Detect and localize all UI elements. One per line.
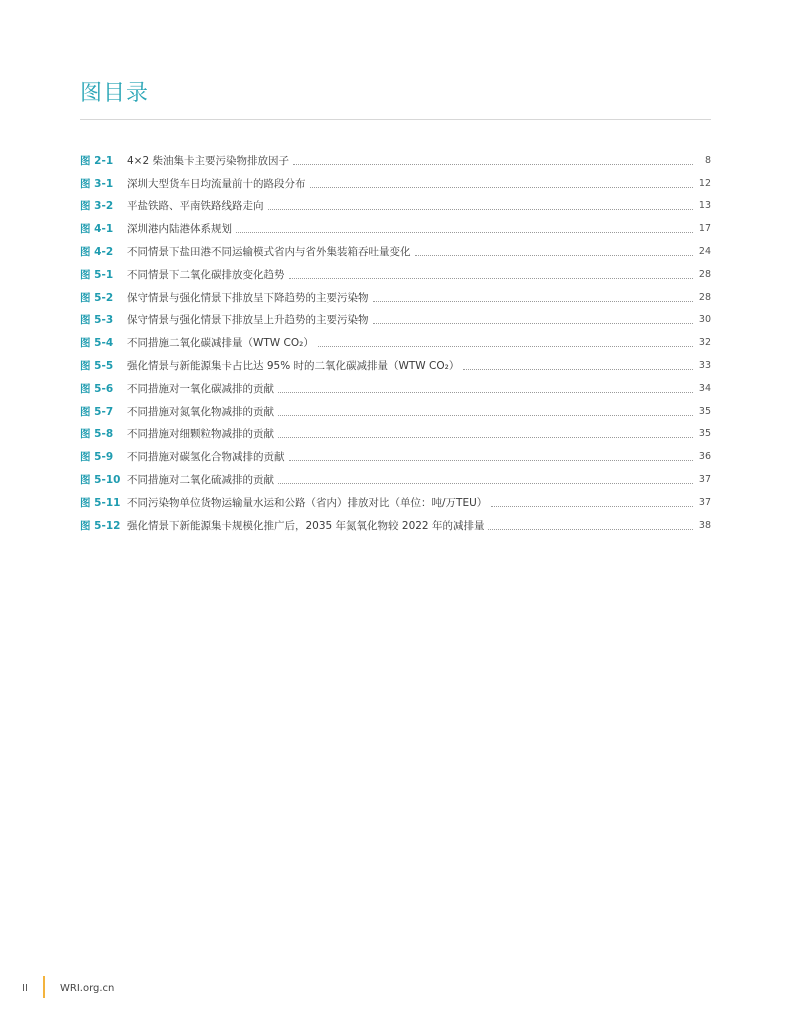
toc-entry[interactable] [80, 145, 711, 168]
toc-entry[interactable] [80, 487, 711, 510]
dot-leader [373, 300, 693, 302]
page-number: 17 [698, 223, 711, 235]
dot-leader [289, 459, 693, 461]
toc-entry[interactable] [80, 373, 711, 396]
page-number: 32 [698, 337, 711, 349]
toc-entry[interactable] [80, 191, 711, 214]
toc-entry[interactable] [80, 259, 711, 282]
toc-entry[interactable] [80, 396, 711, 419]
figure-label: 图 2-1 [80, 154, 114, 167]
page-title: 图目录 [80, 81, 150, 106]
figure-label: 图 5-3 [80, 314, 114, 327]
figure-label: 图 4-1 [80, 223, 114, 236]
footer-site-link[interactable]: WRI.org.cn [60, 983, 115, 994]
toc-entry[interactable] [80, 213, 711, 236]
dot-leader [415, 254, 693, 256]
toc-entry[interactable] [80, 168, 711, 191]
toc-entry[interactable] [80, 305, 711, 328]
page-number: 12 [698, 177, 711, 189]
figure-label: 图 5-9 [80, 451, 114, 464]
figure-label: 图 5-10 [80, 473, 121, 486]
dot-leader [278, 482, 693, 484]
figure-title: 强化情景下新能源集卡规模化推广后，2035 年氮氧化物较 2022 年的减排量 [127, 519, 485, 532]
dot-leader [236, 231, 693, 233]
figure-label: 图 5-6 [80, 382, 114, 395]
dot-leader [310, 186, 693, 188]
figure-label: 图 5-11 [80, 496, 121, 509]
figure-label: 图 5-7 [80, 405, 114, 418]
dot-leader [268, 208, 693, 210]
figure-title: 4×2 柴油集卡主要污染物排放因子 [127, 154, 289, 167]
figure-title: 不同措施对细颗粒物减排的贡献 [127, 428, 274, 441]
figure-label: 图 4-2 [80, 245, 114, 258]
page-number: 37 [698, 473, 711, 485]
figure-label: 图 3-1 [80, 177, 114, 190]
dot-leader [278, 391, 693, 393]
dot-leader [289, 277, 693, 279]
dot-leader [318, 345, 693, 347]
dot-leader [278, 414, 693, 416]
figure-label: 图 3-2 [80, 200, 114, 213]
page-number: 38 [698, 519, 711, 531]
figure-label: 图 5-5 [80, 359, 114, 372]
toc-entry[interactable] [80, 282, 711, 305]
figure-title: 不同措施二氧化碳减排量（WTW CO₂） [127, 337, 314, 350]
figure-label: 图 5-4 [80, 337, 114, 350]
page-number: 8 [704, 154, 711, 166]
figure-title: 保守情景与强化情景下排放呈上升趋势的主要污染物 [127, 314, 369, 327]
dot-leader [491, 505, 693, 507]
page-number: 24 [698, 245, 711, 257]
page-number: 35 [698, 428, 711, 440]
figure-title: 不同措施对二氧化硫减排的贡献 [127, 473, 274, 486]
figure-title: 平盐铁路、平南铁路线路走向 [127, 200, 264, 213]
figure-title: 不同情景下二氧化碳排放变化趋势 [127, 268, 285, 281]
toc-entry[interactable] [80, 464, 711, 487]
figure-title: 不同污染物单位货物运输量水运和公路（省内）排放对比（单位：吨/万TEU） [127, 496, 488, 509]
dot-leader [293, 163, 693, 165]
page-number: 28 [698, 291, 711, 303]
toc-entry[interactable] [80, 441, 711, 464]
figure-title: 深圳大型货车日均流量前十的路段分布 [127, 177, 306, 190]
footer-accent-bar [43, 976, 45, 998]
footer-page-number: II [22, 983, 28, 994]
dot-leader [463, 368, 693, 370]
figure-label: 图 5-12 [80, 519, 121, 532]
title-divider [80, 119, 711, 120]
page-number: 30 [698, 314, 711, 326]
dot-leader [488, 528, 692, 530]
dot-leader [373, 322, 693, 324]
figure-label: 图 5-1 [80, 268, 114, 281]
figure-label: 图 5-2 [80, 291, 114, 304]
page-number: 28 [698, 268, 711, 280]
page-number: 33 [698, 359, 711, 371]
toc-entry[interactable] [80, 350, 711, 373]
toc-entry[interactable] [80, 236, 711, 259]
page-number: 36 [698, 451, 711, 463]
page-number: 13 [698, 200, 711, 212]
page-number: 37 [698, 496, 711, 508]
figure-label: 图 5-8 [80, 428, 114, 441]
figure-title: 深圳港内陆港体系规划 [127, 223, 232, 236]
figure-title: 不同措施对一氧化碳减排的贡献 [127, 382, 274, 395]
page-number: 34 [698, 382, 711, 394]
figure-title: 强化情景与新能源集卡占比达 95% 时的二氧化碳减排量（WTW CO₂） [127, 359, 460, 372]
figure-title: 保守情景与强化情景下排放呈下降趋势的主要污染物 [127, 291, 369, 304]
page-number: 35 [698, 405, 711, 417]
figure-title: 不同措施对碳氢化合物减排的贡献 [127, 451, 285, 464]
toc-entry[interactable] [80, 327, 711, 350]
toc-entry[interactable] [80, 419, 711, 442]
figure-list [80, 145, 711, 533]
toc-entry[interactable] [80, 510, 711, 533]
dot-leader [278, 436, 693, 438]
figure-title: 不同措施对氮氧化物减排的贡献 [127, 405, 274, 418]
figure-title: 不同情景下盐田港不同运输模式省内与省外集装箱吞吐量变化 [127, 245, 411, 258]
